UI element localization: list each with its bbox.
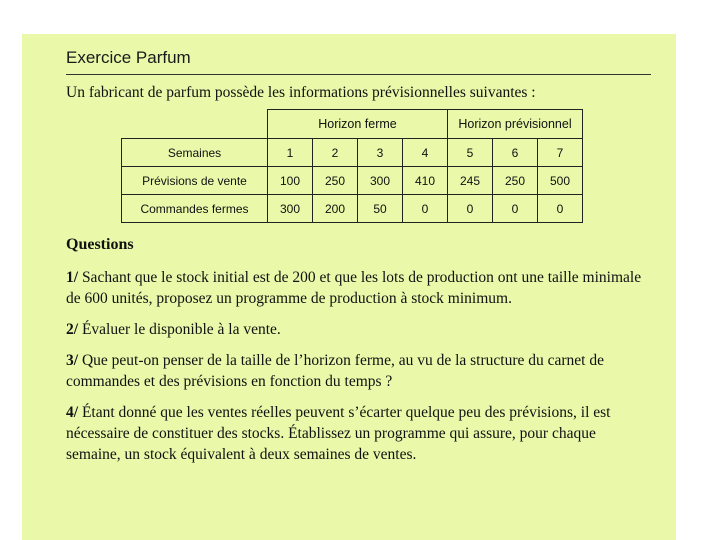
horizon-header-row <box>122 110 583 139</box>
question-number: 2/ <box>66 321 79 338</box>
questions-heading: Questions <box>66 236 134 253</box>
question-line: commandes et des prévisions en fonction du temps ? <box>66 373 393 390</box>
table-corner-blank <box>122 110 268 139</box>
table-cell: 300 <box>358 167 403 195</box>
table-cell: 0 <box>403 195 448 223</box>
question-number: 1/ <box>66 269 79 286</box>
table-cell: 3 <box>358 139 403 167</box>
question-line: semaine, un stock équivalent à deux semaines de ventes. <box>66 446 417 463</box>
horizon-previsionnel-header: Horizon prévisionnel <box>448 110 583 139</box>
table-cell: 0 <box>538 195 583 223</box>
row-label-semaines: Semaines <box>122 139 268 167</box>
table-cell: 7 <box>538 139 583 167</box>
table-cell: 0 <box>493 195 538 223</box>
slide-panel <box>22 34 676 540</box>
table-row <box>122 195 583 223</box>
table-cell: 4 <box>403 139 448 167</box>
table-cell: 300 <box>268 195 313 223</box>
table-cell: 100 <box>268 167 313 195</box>
question-line: de 600 unités, proposez un programme de production à stock minimum. <box>66 290 512 307</box>
horizon-ferme-header: Horizon ferme <box>268 110 448 139</box>
table-cell: 2 <box>313 139 358 167</box>
intro-text: Un fabricant de parfum possède les informations prévisionnelles suivantes : <box>66 84 536 101</box>
table-cell: 250 <box>313 167 358 195</box>
forecast-table <box>121 109 583 223</box>
table-cell: 410 <box>403 167 448 195</box>
table-cell: 500 <box>538 167 583 195</box>
table-cell: 50 <box>358 195 403 223</box>
table-cell: 200 <box>313 195 358 223</box>
question-1 <box>66 267 656 309</box>
table-cell: 5 <box>448 139 493 167</box>
exercise-title: Exercice Parfum <box>66 48 191 67</box>
question-line: Sachant que le stock initial est de 200 et que les lots de production ont une taille minimale <box>81 269 642 286</box>
question-line: Étant donné que les ventes réelles peuvent s’écarter quelque peu des prévisions, il est <box>81 404 611 421</box>
question-3 <box>66 350 656 392</box>
table-cell: 6 <box>493 139 538 167</box>
row-label-previsions: Prévisions de vente <box>122 167 268 195</box>
table-row <box>122 167 583 195</box>
question-2 <box>66 319 656 340</box>
question-4 <box>66 402 656 465</box>
question-line: Que peut-on penser de la taille de l’horizon ferme, au vu de la structure du carnet de <box>81 352 604 369</box>
question-line: Évaluer le disponible à la vente. <box>81 321 281 338</box>
table-row <box>122 139 583 167</box>
title-underline <box>66 74 651 75</box>
question-number: 4/ <box>66 404 79 421</box>
question-number: 3/ <box>66 352 79 369</box>
table-cell: 1 <box>268 139 313 167</box>
table-cell: 0 <box>448 195 493 223</box>
row-label-commandes: Commandes fermes <box>122 195 268 223</box>
question-line: nécessaire de constituer des stocks. Établissez un programme qui assure, pour chaque <box>66 425 596 442</box>
table-cell: 245 <box>448 167 493 195</box>
table-cell: 250 <box>493 167 538 195</box>
